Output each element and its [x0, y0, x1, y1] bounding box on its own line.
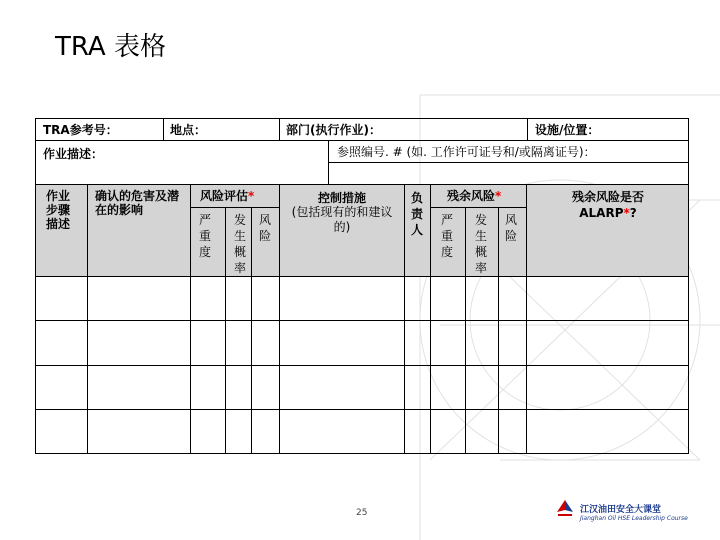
task-description-label: 作业描述：: [43, 147, 104, 161]
slide-title: TRA 表格: [55, 32, 166, 62]
column-risk-assessment: 风险评估*: [200, 189, 255, 203]
column-alarp: 残余风险是否 ALARP*?: [571, 190, 644, 220]
column-severity: 严重度: [198, 213, 211, 259]
reference-number-label: 参照编号. # (如. 工作许可证号和/或隔离证号)：: [337, 145, 596, 159]
page-number: 25: [356, 508, 368, 518]
company-logo-icon: [553, 498, 577, 526]
column-likelihood: 发生概率: [233, 213, 246, 275]
logo-name: 江汉油田安全大课堂: [580, 505, 662, 515]
tra-ref-label: TRA参考号：: [43, 123, 118, 137]
column-task-step: 作业步骤描述: [46, 189, 71, 231]
logo-subtitle: Jianghan Oil HSE Leadership Course: [580, 515, 688, 522]
location-label: 地点：: [170, 123, 207, 137]
department-label: 部门(执行作业)：: [286, 123, 381, 137]
column-risk: 风险: [258, 213, 271, 243]
column-responsible: 负责人: [410, 191, 423, 237]
column-residual-risk-value: 风险: [504, 213, 517, 243]
tra-form-table: [35, 118, 689, 454]
column-residual-likelihood: 发生概率: [474, 213, 487, 275]
column-hazards: 确认的危害及潜在的影响: [95, 189, 180, 217]
facility-label: 设施/位置：: [535, 123, 600, 137]
column-controls-subtitle: (包括现有的和建议的): [291, 205, 393, 234]
column-residual-risk: 残余风险*: [447, 189, 502, 203]
column-residual-severity: 严重度: [440, 213, 453, 259]
column-controls-title: 控制措施: [317, 191, 366, 205]
